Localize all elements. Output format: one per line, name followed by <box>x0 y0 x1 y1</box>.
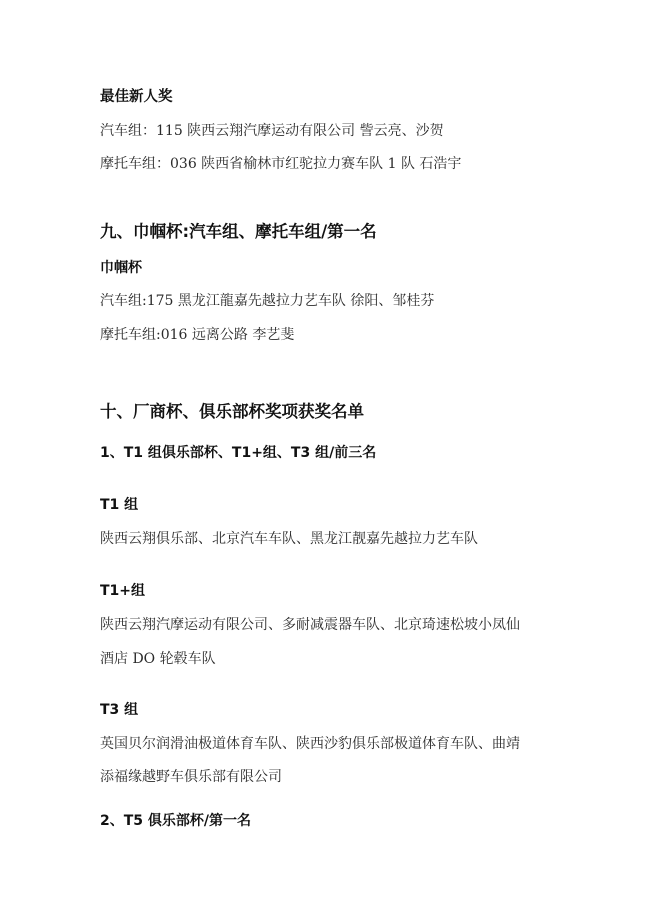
best-newcomer-title: 最佳新人奖 <box>100 89 173 105</box>
t1plus-text-line1: 陕西云翔汽摩运动有限公司、多耐减震器车队、北京琦速松坡小凤仙 <box>100 617 520 633</box>
section10-item1: 1、T1 组俱乐部杯、T1+组、T3 组/前三名 <box>100 445 377 461</box>
section10-heading: 十、厂商杯、俱乐部杯奖项获奖名单 <box>100 402 364 421</box>
t1-label: T1 组 <box>100 497 139 513</box>
best-newcomer-moto: 摩托车组：036 陕西省榆林市红驼拉力赛车队 1 队 石浩宇 <box>100 156 462 172</box>
t3-text-line1: 英国贝尔润滑油极道体育车队、陕西沙豹俱乐部极道体育车队、曲靖 <box>100 736 520 752</box>
t1plus-text-line2: 酒店 DO 轮毂车队 <box>100 651 216 667</box>
t3-label: T3 组 <box>100 702 139 718</box>
section9-heading: 九、巾帼杯:汽车组、摩托车组/第一名 <box>100 222 377 241</box>
best-newcomer-car: 汽车组：115 陕西云翔汽摩运动有限公司 訾云亮、沙贺 <box>100 123 444 139</box>
section9-moto: 摩托车组:016 远离公路 李艺斐 <box>100 327 295 343</box>
section10-item2: 2、T5 俱乐部杯/第一名 <box>100 813 252 829</box>
section9-car: 汽车组:175 黑龙江龍嘉先越拉力艺车队 徐阳、邹桂芬 <box>100 293 435 309</box>
t1plus-label: T1+组 <box>100 583 146 599</box>
t1-text: 陕西云翔俱乐部、北京汽车车队、黑龙江靓嘉先越拉力艺车队 <box>100 531 478 547</box>
t3-text-line2: 添福缘越野车俱乐部有限公司 <box>100 769 282 785</box>
section9-subheading: 巾帼杯 <box>100 260 142 276</box>
